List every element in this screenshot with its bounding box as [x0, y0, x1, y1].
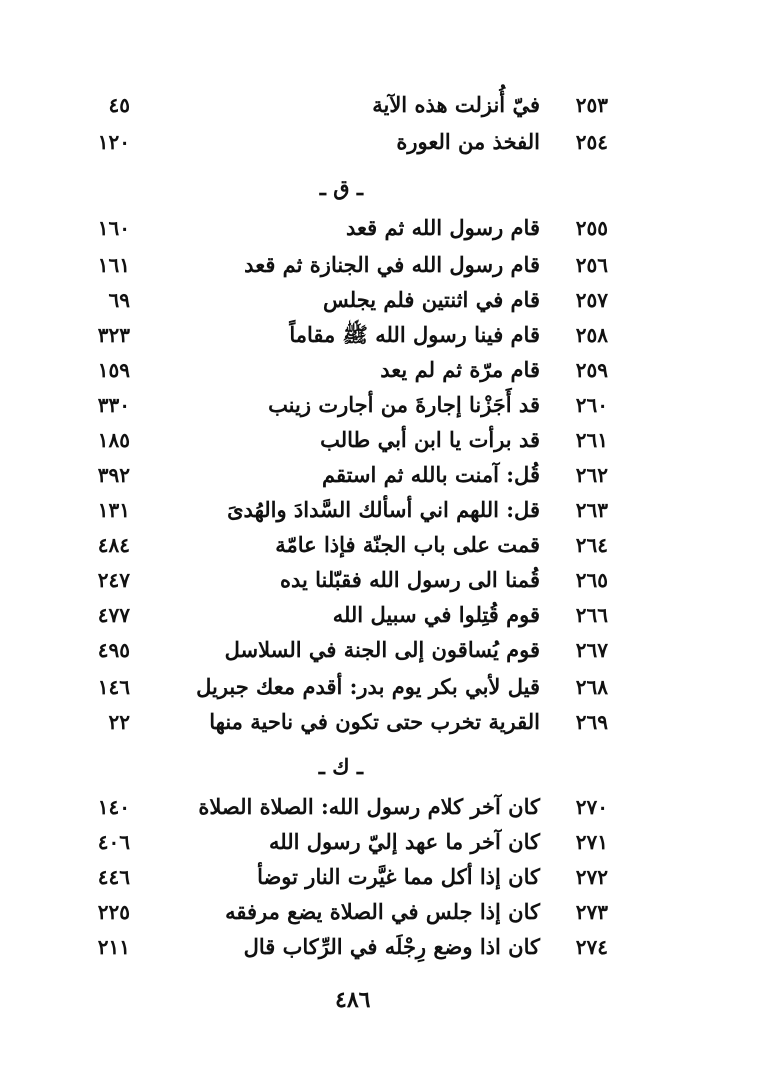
- entry-number: ٢٦٣: [575, 498, 608, 522]
- entry-page-ref: ٣٩٢: [97, 463, 130, 487]
- entry-text: كان آخر كلام رسول الله: الصلاة الصلاة: [198, 794, 540, 819]
- entry-page-ref: ٤٠٦: [97, 830, 130, 854]
- entry-page-ref: ٢٢: [108, 710, 130, 734]
- entry-text: قُل: آمنت بالله ثم استقم: [321, 462, 540, 487]
- entry-number: ٢٥٩: [575, 358, 608, 382]
- index-row: [0, 285, 758, 315]
- entry-page-ref: ١٥٩: [97, 358, 130, 382]
- entry-text: قل: اللهم اني أسألك السَّدادَ والهُدىَ: [227, 497, 540, 522]
- index-row: [0, 672, 758, 702]
- entry-page-ref: ٤٥: [108, 93, 130, 117]
- entry-text: قمت على باب الجنّة فإذا عامّة: [275, 532, 540, 557]
- entry-number: ٢٥٦: [575, 253, 608, 277]
- entry-page-ref: ٤٤٦: [97, 865, 130, 889]
- entry-text: فيّ أُنزلت هذه الآية: [372, 92, 540, 117]
- index-row: [0, 213, 758, 243]
- index-row: [0, 897, 758, 927]
- entry-text: الفخذ من العورة: [396, 129, 540, 154]
- entry-text: كان آخر ما عهد إليّ رسول الله: [269, 829, 540, 854]
- entry-number: ٢٦٩: [575, 710, 608, 734]
- index-row: [0, 862, 758, 892]
- index-row: [0, 355, 758, 385]
- entry-number: ٢٧٣: [575, 900, 608, 924]
- entry-number: ٢٦٨: [575, 675, 608, 699]
- entry-page-ref: ١٦٠: [97, 216, 130, 240]
- entry-page-ref: ٦٩: [108, 288, 130, 312]
- index-row: [0, 635, 758, 665]
- entry-number: ٢٦٤: [575, 533, 608, 557]
- entry-page-ref: ٢٢٥: [97, 900, 130, 924]
- entry-page-ref: ١٨٥: [97, 428, 130, 452]
- entry-text: كان إذا جلس في الصلاة يضع مرفقه: [225, 899, 540, 924]
- entry-number: ٢٧٢: [575, 865, 608, 889]
- index-row: [0, 390, 758, 420]
- index-row: [0, 250, 758, 280]
- entry-page-ref: ٤٩٥: [97, 638, 130, 662]
- entry-number: ٢٥٣: [575, 93, 608, 117]
- entry-text: قد أَجَزْنا إجارةَ من أجارت زينب: [268, 392, 540, 417]
- entry-page-ref: ١٢٠: [97, 130, 130, 154]
- section-header-qaf: [0, 173, 758, 203]
- index-row: [0, 827, 758, 857]
- entry-text: قام رسول الله في الجنازة ثم قعد: [244, 252, 540, 277]
- index-row: [0, 127, 758, 157]
- entry-text: كان إذا أكل مما غيَّرت النار توضأ: [257, 864, 540, 889]
- entry-number: ٢٥٥: [575, 216, 608, 240]
- entry-number: ٢٧٤: [575, 935, 608, 959]
- index-row: [0, 530, 758, 560]
- index-row: [0, 460, 758, 490]
- section-letter: ـ ك ـ: [318, 754, 363, 779]
- entry-text: قوم يُساقون إلى الجنة في السلاسل: [224, 637, 540, 662]
- index-row: [0, 565, 758, 595]
- index-row: [0, 600, 758, 630]
- entry-number: ٢٦٧: [575, 638, 608, 662]
- entry-page-ref: ١٦١: [97, 253, 130, 277]
- entry-page-ref: ٢١١: [97, 935, 130, 959]
- entry-page-ref: ٣٢٣: [97, 323, 130, 347]
- entry-text: قد برأت يا ابن أبي طالب: [320, 427, 540, 452]
- entry-page-ref: ٢٤٧: [97, 568, 130, 592]
- entry-number: ٢٥٤: [575, 130, 608, 154]
- entry-page-ref: ٣٣٠: [97, 393, 130, 417]
- entry-text: القرية تخرب حتى تكون في ناحية منها: [209, 709, 540, 734]
- entry-page-ref: ٤٧٧: [97, 603, 130, 627]
- index-row: [0, 932, 758, 962]
- index-row: [0, 90, 758, 120]
- entry-text: كان اذا وضع رِجْلَه في الرِّكاب قال: [243, 934, 540, 959]
- entry-page-ref: ١٤٦: [97, 675, 130, 699]
- entry-text: قوم قُتِلوا في سبيل الله: [332, 602, 540, 627]
- entry-text: قيل لأبي بكر يوم بدر: أقدم معك جبريل: [196, 674, 540, 699]
- entry-number: ٢٦١: [575, 428, 608, 452]
- entry-text: قام رسول الله ثم قعد: [346, 215, 540, 240]
- section-letter: ـ ق ـ: [319, 175, 363, 200]
- entry-number: ٢٦٦: [575, 603, 608, 627]
- entry-number: ٢٦٠: [575, 393, 608, 417]
- entry-number: ٢٧٠: [575, 795, 608, 819]
- index-row: [0, 320, 758, 350]
- entry-number: ٢٥٨: [575, 323, 608, 347]
- section-header-kaf: [0, 752, 758, 782]
- index-row: [0, 495, 758, 525]
- page-number: ٤٨٦: [335, 987, 371, 1013]
- entry-text: قام مرّة ثم لم يعد: [380, 357, 540, 382]
- entry-page-ref: ٤٨٤: [97, 533, 130, 557]
- entry-page-ref: ١٤٠: [97, 795, 130, 819]
- index-row: [0, 707, 758, 737]
- entry-number: ٢٦٥: [575, 568, 608, 592]
- index-row: [0, 425, 758, 455]
- entry-text: قام في اثنتين فلم يجلس: [323, 287, 540, 312]
- entry-text: قُمنا الى رسول الله فقبّلنا يده: [279, 567, 540, 592]
- entry-page-ref: ١٣١: [97, 498, 130, 522]
- entry-number: ٢٥٧: [575, 288, 608, 312]
- index-row: [0, 792, 758, 822]
- entry-number: ٢٦٢: [575, 463, 608, 487]
- entry-number: ٢٧١: [575, 830, 608, 854]
- entry-text: قام فينا رسول الله ﷺ مقاماً: [289, 322, 540, 347]
